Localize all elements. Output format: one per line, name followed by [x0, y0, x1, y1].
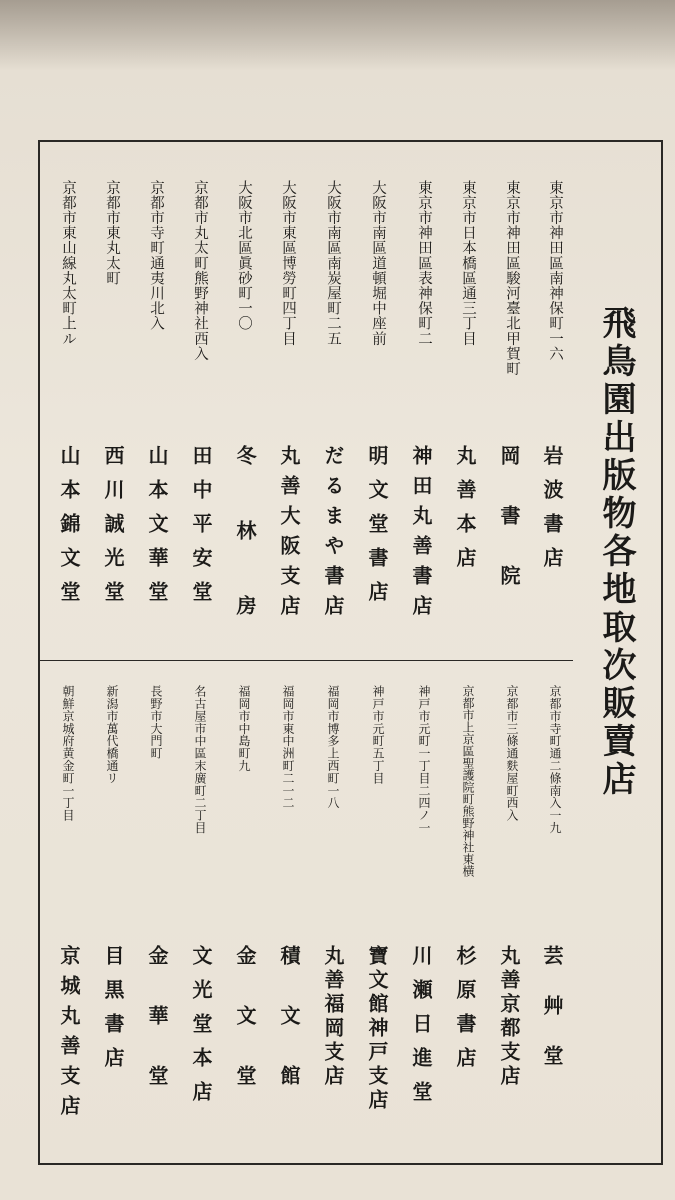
top-shop-1: 岩波書店	[540, 445, 564, 581]
bottom-address-9: 名古屋市中區末廣町二丁目	[193, 685, 207, 834]
bottom-shop-8: 金文堂	[233, 945, 257, 1125]
top-shop-9: 田中平安堂	[189, 445, 213, 615]
top-address-9: 京都市丸太町熊野神社西入	[192, 180, 208, 362]
top-address-12: 京都市東山線丸太町上ル	[60, 180, 76, 347]
top-shop-4: 神田丸善書店	[409, 445, 433, 625]
bottom-address-11: 新潟市萬代橋通リ	[105, 685, 119, 785]
bottom-shop-7: 積文館	[277, 945, 301, 1125]
top-address-6: 大阪市南區南炭屋町二五	[325, 180, 341, 347]
top-address-1: 東京市神田區南神保町一六	[547, 180, 563, 362]
bottom-address-8: 福岡市中島町九	[237, 685, 251, 772]
top-address-2: 東京市神田區駿河臺北甲賀町	[504, 180, 520, 377]
bottom-shop-4: 川瀬日進堂	[409, 945, 433, 1115]
bottom-address-4: 神戸市元町一丁目二四ノ一	[417, 685, 431, 834]
top-address-10: 京都市寺町通夷川北入	[148, 180, 164, 331]
top-shop-12: 山本錦文堂	[57, 445, 81, 615]
bottom-shop-1: 芸艸堂	[540, 945, 564, 1095]
list-frame	[38, 140, 663, 1165]
bottom-address-1: 京都市寺町通二條南入一九	[548, 685, 562, 834]
bottom-address-12: 朝鮮京城府黄金町一丁目	[61, 685, 75, 822]
bottom-shop-6: 丸善福岡支店	[321, 945, 345, 1089]
bottom-address-2: 京都市三條通麩屋町西入	[505, 685, 519, 822]
bottom-shop-12: 京城丸善支店	[57, 945, 81, 1125]
bottom-address-6: 福岡市博多上西町一八	[326, 685, 340, 809]
bottom-address-10: 長野市大門町	[149, 685, 163, 760]
bottom-shop-2: 丸善京都支店	[497, 945, 521, 1089]
bottom-address-3: 京都市上京區聖護院町熊野神社東横	[461, 685, 475, 877]
section-divider	[38, 660, 573, 661]
top-address-4: 東京市神田區表神保町二	[416, 180, 432, 347]
page-edge-shadow	[0, 0, 675, 70]
top-shop-10: 山本文華堂	[145, 445, 169, 615]
bottom-address-7: 福岡市東中洲町二一二	[281, 685, 295, 809]
top-shop-8: 冬林房	[233, 445, 257, 670]
top-address-3: 東京市日本橋區通三丁目	[460, 180, 476, 347]
top-shop-7: 丸善大阪支店	[277, 445, 301, 625]
bottom-address-5: 神戸市元町五丁目	[371, 685, 385, 785]
top-shop-2: 岡書院	[497, 445, 521, 625]
page-title: 飛鳥園出版物各地取次販賣店	[596, 305, 636, 799]
top-shop-6: だるまや書店	[321, 445, 345, 625]
top-address-7: 大阪市東區博勞町四丁目	[280, 180, 296, 347]
bottom-shop-11: 目黒書店	[101, 945, 125, 1081]
bottom-shop-9: 文光堂本店	[189, 945, 213, 1115]
bottom-shop-3: 杉原書店	[453, 945, 477, 1081]
top-address-11: 京都市東丸太町	[104, 180, 120, 286]
bottom-shop-10: 金華堂	[145, 945, 169, 1125]
top-shop-5: 明文堂書店	[365, 445, 389, 615]
top-address-8: 大阪市北區眞砂町一〇	[236, 180, 252, 331]
bottom-shop-5: 寶文館神戸支店	[365, 945, 389, 1113]
top-shop-3: 丸善本店	[453, 445, 477, 581]
top-shop-11: 西川誠光堂	[101, 445, 125, 615]
top-address-5: 大阪市南區道頓堀中座前	[370, 180, 386, 347]
